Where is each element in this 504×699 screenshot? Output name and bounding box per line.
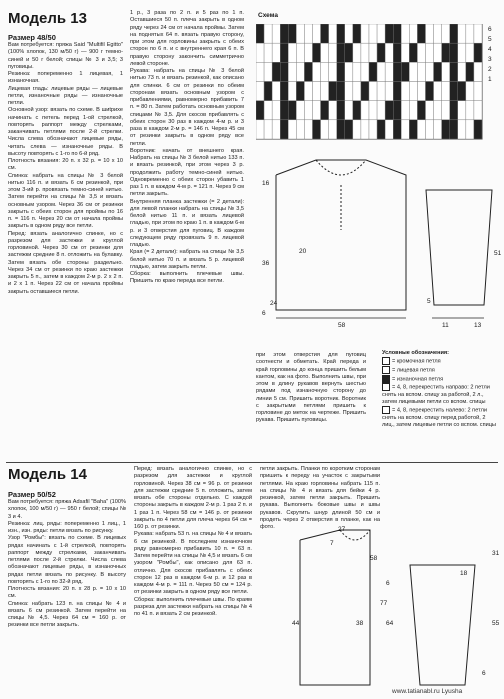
scheme-cell: [329, 24, 337, 43]
scheme-cell: [434, 62, 442, 81]
scheme-cell: [337, 24, 345, 43]
text-block: Перед: вязать аналогично спинке, но с разрезом для застежки и круглой горловиной. Через 30 см от резинки для застежки средние 8 п. отложить на булавку. Затем вязать обе стороны раздельно. Через 34 см от резинки по краю застежки закрыть 5 п., затем в каждом 2-м р. 2 х 2 п. и 2 х 1 п. Через 22 см от начала проймы закрыть оставшиеся петли.: [8, 230, 123, 295]
scheme-cell: [329, 43, 337, 62]
scheme-cell: [466, 82, 474, 101]
scheme-cell: [296, 82, 304, 101]
scheme-cell: [296, 120, 304, 139]
scheme-cell: [313, 101, 321, 120]
scheme-cell: [329, 82, 337, 101]
model14-size: Размер 50/52: [8, 490, 56, 499]
scheme-cell: [345, 101, 353, 120]
scheme-cell: [426, 62, 434, 81]
dim-label: 77: [380, 600, 388, 607]
scheme-cell: [417, 62, 425, 81]
model14-col2: [134, 466, 252, 618]
text-block: Перед: вязать аналогично спинке, но с разрезом для застежки и круглой горловиной. Через 38 см = 96 р. от резинки для застежки средние 5 п. отложить, затем вязать обе стороны отдельно. С каждой стороны закрыть в каждом 2-м р. 1 раз 2 п. и 1 раз 1 п. Через 58 см = 146 р. от резинки закрыть по 4 петли для плеча через 64 см = 160 р. от резинки.: [134, 466, 252, 530]
scheme-cell: [385, 120, 393, 139]
scheme-cell: [393, 24, 401, 43]
row-number: 5: [488, 36, 492, 43]
scheme-cell: [393, 120, 401, 139]
scheme-cell: [401, 120, 409, 139]
scheme-cell: [401, 82, 409, 101]
scheme-cell: [450, 43, 458, 62]
scheme-cell: [442, 120, 450, 139]
scheme-cell: [426, 24, 434, 43]
dim-label: 31: [492, 550, 500, 557]
scheme-cell: [304, 43, 312, 62]
scheme-cell: [474, 101, 482, 120]
legend-item: = кромочная петля: [382, 357, 498, 366]
scheme-cell: [329, 101, 337, 120]
text-block: Вам потребуется: пряжа Said "Multifil Egitto" (100% хлопок, 130 м/50 г) — 900 г темно-синей и 50 г белой; спицы № 3 и 3,5; 3 пуговицы.: [8, 42, 123, 70]
scheme-cell: [385, 101, 393, 120]
scheme-cell: [409, 43, 417, 62]
scheme-cell: [417, 24, 425, 43]
scheme-cell: [393, 43, 401, 62]
scheme-cell: [474, 24, 482, 43]
scheme-cell: [288, 101, 296, 120]
scheme-cell: [321, 82, 329, 101]
row-number: 2: [488, 66, 492, 73]
scheme-cell: [377, 43, 385, 62]
scheme-cell: [345, 82, 353, 101]
scheme-cell: [337, 120, 345, 139]
scheme-cell: [345, 43, 353, 62]
scheme-cell: [409, 101, 417, 120]
scheme-cell: [417, 43, 425, 62]
scheme-cell: [434, 120, 442, 139]
scheme-cell: [288, 62, 296, 81]
dim-label: 7: [330, 540, 334, 547]
scheme-cell: [385, 82, 393, 101]
scheme-cell: [409, 120, 417, 139]
scheme-cell: [353, 120, 361, 139]
dim-label: 51: [494, 250, 502, 257]
scheme-cell: [434, 43, 442, 62]
scheme-cell: [434, 101, 442, 120]
legend-item: = 4, 8, перекрестить налево: 2 петли снять на вспом. спицу перед работой, 2 лиц., затем лицевые петли со вспом. спицы: [382, 407, 496, 429]
scheme-cell: [434, 82, 442, 101]
scheme-cell: [377, 101, 385, 120]
scheme-cell: [321, 43, 329, 62]
scheme-cell: [288, 120, 296, 139]
scheme-cell: [417, 101, 425, 120]
dim-label: 64: [386, 620, 394, 627]
scheme-cell: [264, 62, 272, 81]
scheme-cell: [434, 24, 442, 43]
scheme-cell: [369, 120, 377, 139]
scheme-cell: [369, 24, 377, 43]
legend-item: = лицевая петля: [382, 366, 498, 375]
scheme-cell: [256, 43, 264, 62]
scheme-cell: [458, 43, 466, 62]
dim-label: 20: [299, 248, 307, 255]
dim-label: 18: [460, 570, 468, 577]
text-block: Края (= 2 детали): набрать на спицы № 3,5 белой нитью 70 п. и вязать 5 р. лицевой гладью, затем закрыть петли.: [130, 249, 244, 270]
scheme-cell: [377, 120, 385, 139]
scheme-cell: [361, 101, 369, 120]
scheme-cell: [264, 24, 272, 43]
model13-col1: [8, 42, 123, 296]
scheme-cell: [409, 62, 417, 81]
scheme-cell: [313, 120, 321, 139]
scheme-cell: [288, 43, 296, 62]
scheme-cell: [313, 24, 321, 43]
scheme-cell: [442, 101, 450, 120]
scheme-cell: [401, 43, 409, 62]
scheme-cell: [296, 62, 304, 81]
scheme-cell: [409, 24, 417, 43]
scheme-cell: [401, 24, 409, 43]
text-block: Рукава: набрать на спицы № 3 белой нитью 73 п. и вязать резинкой, как описано для спинки. 6 см от резинки по обеим сторонам вязать основным узором с прибавлениями, равномерно прибавить 7 п. = 80 п. Затем работать основным узором спицами № 3,5. Для скосов прибавлять с обеих сторон 30 раз в каждом 4-м р. и 3 раза в каждом 2-м р. = 146 п. Через 45 см от резинки закрыть в одном ряду все петли.: [130, 68, 244, 147]
scheme-cell: [256, 62, 264, 81]
scheme-cell: [442, 43, 450, 62]
text-block: 1 р., 3 раза по 2 п. и 5 раз по 1 п. Оставшиеся 50 п. плеча закрыть в одном ряду через 24 см от начала проймы. Затем на поднятых 64 п. вязать правую сторону, при этом для горловины закрыть с обеих сторон по 6 п. и с внутреннего края 6 п. В правую сторону закончить симметрично левой стороне.: [130, 10, 244, 67]
scheme-cell: [313, 82, 321, 101]
scheme-cell: [426, 101, 434, 120]
scheme-cell: [264, 82, 272, 101]
edge-stitch-icon: [382, 357, 390, 365]
legend-item: = изнаночная петля: [382, 375, 498, 384]
scheme-cell: [393, 101, 401, 120]
scheme-cell: [361, 120, 369, 139]
scheme-cell: [280, 24, 288, 43]
scheme-cell: [321, 120, 329, 139]
dim-label: 58: [338, 322, 346, 329]
scheme-cell: [296, 24, 304, 43]
scheme-cell: [385, 43, 393, 62]
scheme-cell: [417, 120, 425, 139]
scheme-cell: [377, 24, 385, 43]
scheme-cell: [466, 43, 474, 62]
scheme-cell: [288, 24, 296, 43]
text-block: Сборка: выполнить плечевые швы. Пришить по краю переда все петли.: [130, 271, 244, 285]
scheme-cell: [369, 101, 377, 120]
scheme-cell: [442, 62, 450, 81]
scheme-cell: [474, 43, 482, 62]
scheme-cell: [474, 82, 482, 101]
row-number: 1: [488, 76, 492, 83]
scheme-cell: [426, 43, 434, 62]
scheme-cell: [337, 82, 345, 101]
purl-stitch-icon: [382, 375, 390, 383]
scheme-cell: [272, 62, 280, 81]
model14-col1: [8, 499, 126, 630]
scheme-cell: [256, 120, 264, 139]
scheme-cell: [304, 101, 312, 120]
scheme-cell: [304, 62, 312, 81]
dim-label: 55: [492, 620, 500, 627]
text-block: Вам потребуется: пряжа Adsafil "Baha" (100% хлопок, 100 м/50 г) — 950 г белой; спицы № 3 и 4.: [8, 499, 126, 520]
scheme-label: Схема: [258, 12, 279, 19]
scheme-cell: [280, 82, 288, 101]
scheme-cell: [361, 82, 369, 101]
dim-label: 58: [370, 555, 378, 562]
scheme-cell: [393, 82, 401, 101]
scheme-cell: [264, 120, 272, 139]
text-block: при этом отверстия для пуговиц соотнести и обметать. Край переда и край горловины до конца пришить белым кантом, как на фото. Выполнить швы, при этом в длину рукавов вернуть шестью рядами под изнаночную сторону до линии 5 см. Пришить воротник. Воротник с закрытыми петлями пришить к горловине до меток на чертеже. Пришить рукава. Пришить пуговицы.: [256, 352, 366, 424]
scheme-cell: [304, 24, 312, 43]
text-block: Воротник: начать от внешнего края. Набрать на спицы № 3 белой нитью 133 п. и вязать резинкой, при этом через 3 р. продолжить работу темно-синей нитью. Одновременно с обеих сторон убавить 1 раз 1 п. в каждом 4-м р. = 121 п. Через 9 см петли закрыть.: [130, 147, 244, 198]
legend-title: Условные обозначения:: [382, 350, 450, 356]
dim-label: 16: [262, 180, 270, 187]
scheme-cell: [264, 101, 272, 120]
scheme-cell: [369, 82, 377, 101]
scheme-cell: [353, 24, 361, 43]
legend: [382, 350, 498, 429]
scheme-cell: [304, 82, 312, 101]
scheme-cell: [345, 24, 353, 43]
scheme-cell: [369, 43, 377, 62]
text-block: Спинка: набрать 123 п. на спицы № 4 и вязать 6 см резинкой. Затем перейти на спицы № 4,5. Через 64 см = 160 р. от резинки все петли закрыть.: [8, 600, 126, 629]
text-block: Основной узор: вязать по схеме. В шиtрихе начинать с петель перед 1-ой стрелкой, повторять раппорт между стрелками, заканчивать петлями после 2-й стрелки. Числа слева обозначают лицевые ряды, читать слева — изнаночные ряды. В высоту повторять с 1-го по 6-й ряд.: [8, 107, 123, 157]
scheme-cell: [280, 120, 288, 139]
scheme-cell: [353, 43, 361, 62]
scheme-cell: [361, 62, 369, 81]
scheme-cell: [353, 82, 361, 101]
scheme-cell: [345, 120, 353, 139]
model13-title: Модель 13: [8, 10, 87, 27]
scheme-cell: [466, 101, 474, 120]
model13-size: Размер 48/50: [8, 33, 56, 42]
row-number: 3: [488, 56, 492, 63]
scheme-cell: [337, 43, 345, 62]
scheme-cell: [280, 62, 288, 81]
text-block: петли закрыть. Планки по коротким сторонам пришить к переду на участок с закрытыми петлями. На краю горловины набрать 115 п. на спицы № 4 и вязать для бейки 4 р. резинкой, затем петли закрыть. Пришить рукава. Выполнить боковые швы и швы рукавов. Скрутить шнур длиной 50 см и продеть через 2 отверстия в планке, как на фото.: [260, 466, 380, 530]
dim-label: 11: [442, 322, 449, 329]
dim-label: 6: [262, 310, 266, 317]
text-block: Узор "Ромбы": вязать по схеме. В лицевых рядах начинать с 1-й стрелкой, повторять раппорт между стрелками, заканчивать петлями после 2-й стрелки. Числа слева обозначают лицевые ряды, в изнаночных рядах петли вязать по рисунку. В высоту повторять с 1-го по 32-й ряд.: [8, 535, 126, 585]
scheme-cell: [296, 101, 304, 120]
scheme-row-numbers: [488, 26, 492, 86]
dim-label: 5: [427, 298, 431, 305]
model13-pattern-drawing: [256, 150, 501, 340]
scheme-cell: [450, 101, 458, 120]
scheme-cell: [385, 62, 393, 81]
scheme-cell: [321, 101, 329, 120]
scheme-cell: [272, 82, 280, 101]
model13-col3: [256, 352, 366, 425]
row-number: 6: [488, 26, 492, 33]
scheme-cell: [442, 24, 450, 43]
scheme-cell: [313, 62, 321, 81]
scheme-cell: [474, 62, 482, 81]
scheme-cell: [450, 24, 458, 43]
scheme-cell: [450, 120, 458, 139]
scheme-cell: [329, 120, 337, 139]
dim-label: 27: [338, 526, 346, 533]
scheme-cell: [474, 120, 482, 139]
scheme-cell: [313, 43, 321, 62]
text-block: Сборка: выполнить плечевые швы. По краям разреза для застежки набрать на спицы № 4 по 41 п. и вязать 2 см резинкой.: [134, 596, 252, 617]
scheme-cell: [288, 82, 296, 101]
scheme-cell: [280, 43, 288, 62]
scheme-cell: [458, 101, 466, 120]
text-block: Рукава: набрать 53 п. на спицы № 4 и вязать 6 см резинкой. В последнем изнаночном ряду равномерно прибавить 10 п. = 63 п. Затем перейти на спицы № 4,5 и вязать 6 см узором "Ромбы", как описано для 63 п. отлично. Для скосов прибавлять с обеих сторон 12 раз в каждом 6-м р. и 12 раз в каждом 4-м р. = 111 п. Через 50 см = 124 р. от резинки закрыть в одном ряду все петли.: [134, 531, 252, 596]
scheme-cell: [280, 101, 288, 120]
scheme-cell: [369, 62, 377, 81]
scheme-cell: [256, 24, 264, 43]
scheme-cell: [272, 24, 280, 43]
scheme-cell: [450, 82, 458, 101]
scheme-cell: [353, 62, 361, 81]
scheme-cell: [256, 101, 264, 120]
legend-item: = 4, 8, перекрестить направо: 2 петли снять на вспом. спицу за работой, 2 л., затем лицевыми петли со вспом. спицы: [382, 384, 490, 406]
dim-label: 36: [262, 260, 270, 267]
scheme-cell: [377, 62, 385, 81]
scheme-cell: [272, 120, 280, 139]
scheme-cell: [353, 101, 361, 120]
text-block: Спинка: набрать на спицы № 3 белой нитью 116 п. и вязать 6 см резинкой, при этом 3-ий р. провязать темно-синей нитью. Затем перейти на спицы № 3,5 и вязать основным узором. Через 36 см от резинки закрыть с обеих сторон для проймы по 16 п. = 116 п. Через 20 см от начала проймы закрыть в одном ряду все петли.: [8, 172, 123, 230]
scheme-cell: [442, 82, 450, 101]
scheme-cell: [401, 62, 409, 81]
text-block: Лицевая гладь: лицевые ряды — лицевые петли, изнаночные ряды — изнаночные петли.: [8, 85, 123, 106]
scheme-cell: [393, 62, 401, 81]
scheme-cell: [458, 82, 466, 101]
section-divider: [6, 462, 498, 463]
dim-label: 38: [356, 620, 364, 627]
scheme-cell: [466, 62, 474, 81]
scheme-cell: [458, 62, 466, 81]
scheme-cell: [321, 24, 329, 43]
watermark: www.tatianabl.ru Lyusha: [392, 688, 463, 695]
scheme-cell: [256, 82, 264, 101]
scheme-cell: [377, 82, 385, 101]
scheme-cell: [466, 24, 474, 43]
scheme-cell: [361, 43, 369, 62]
scheme-cell: [296, 43, 304, 62]
scheme-cell: [426, 82, 434, 101]
scheme-cell: [321, 62, 329, 81]
scheme-cell: [345, 62, 353, 81]
text-block: Резинка: лиц. ряды: попеременно 1 лиц., 1 изн., изн. ряды: петли вязать по рисунку.: [8, 520, 126, 534]
knit-stitch-icon: [382, 366, 390, 374]
text-block: Резинка: попеременно 1 лицевая, 1 изнаночная.: [8, 71, 123, 85]
scheme-cell: [409, 82, 417, 101]
model13-col2: [130, 10, 244, 286]
scheme-cell: [450, 62, 458, 81]
scheme-cell: [272, 101, 280, 120]
dim-label: 24: [270, 300, 278, 307]
scheme-cell: [329, 62, 337, 81]
knitting-scheme: [256, 24, 496, 144]
dim-label: 13: [474, 322, 482, 329]
model14-title: Модель 14: [8, 466, 87, 483]
row-number: 4: [488, 46, 492, 53]
scheme-cell: [361, 24, 369, 43]
scheme-cell: [337, 101, 345, 120]
scheme-cell: [272, 43, 280, 62]
dim-label: 6: [386, 580, 390, 587]
dim-label: 6: [482, 670, 486, 677]
scheme-cell: [426, 120, 434, 139]
cross-right-icon: [382, 383, 390, 391]
cross-left-icon: [382, 406, 390, 414]
scheme-cell: [458, 120, 466, 139]
scheme-cell: [466, 120, 474, 139]
scheme-cell: [337, 62, 345, 81]
scheme-cell: [304, 120, 312, 139]
scheme-cell: [264, 43, 272, 62]
scheme-cell: [417, 82, 425, 101]
text-block: Плотность вязания: 20 п. х 28 р. = 10 х 10 см.: [8, 586, 126, 600]
scheme-cell: [401, 101, 409, 120]
scheme-cell: [385, 24, 393, 43]
text-block: Внутренняя планка застежки (= 2 детали): для левой планки набрать на спицы № 3,5 белой нитью 11 п. и вязать лицевой гладью, при этом по краю 1 п. в каждом 6-м р. и 3 отверстия для пуговиц. В каждом следующем ряду провязать 9 п. лицевой гладью.: [130, 198, 244, 248]
scheme-cell: [458, 24, 466, 43]
dim-label: 44: [292, 620, 300, 627]
text-block: Плотность вязания: 20 п. х 32 р. = 10 х 10 см.: [8, 158, 123, 172]
